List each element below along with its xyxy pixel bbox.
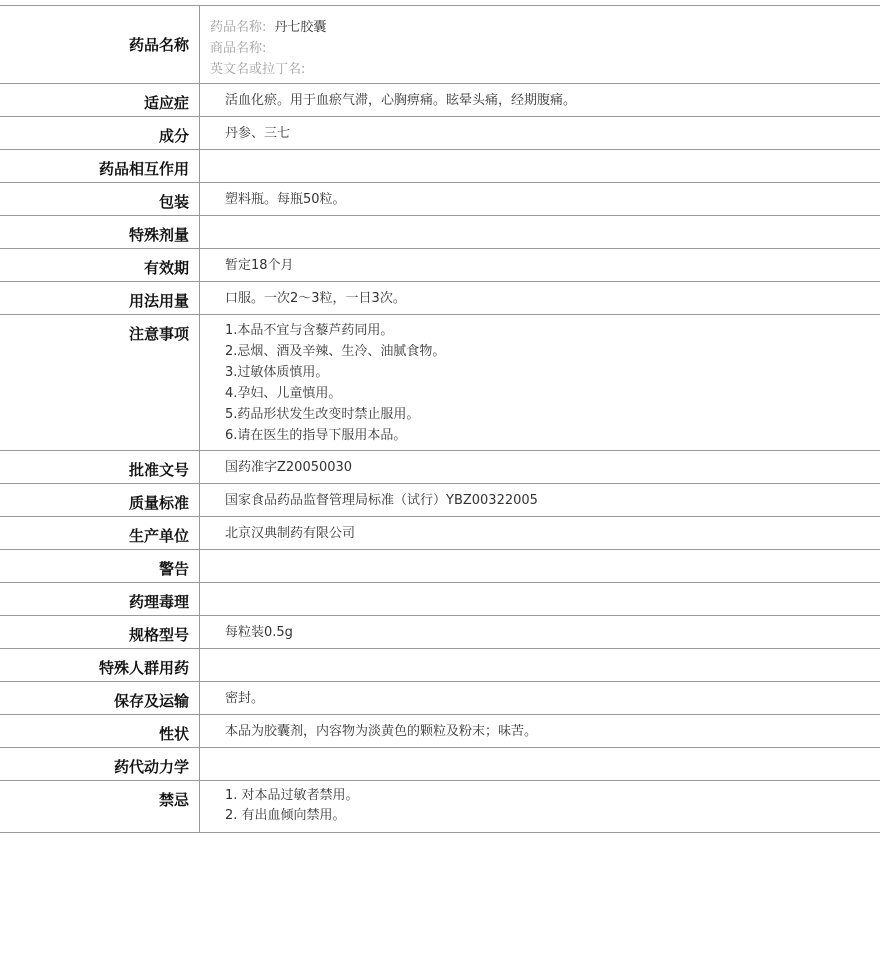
label-quality-standard: 质量标准	[0, 484, 200, 516]
precaution-item: 1.本品不宜与含藜芦药同用。	[225, 323, 394, 338]
value-drug-name	[200, 6, 880, 83]
label-pharmacokinetics: 药代动力学	[0, 748, 200, 780]
precaution-item: 3.过敏体质慎用。	[225, 365, 329, 380]
row-pharmacokinetics	[0, 748, 880, 781]
generic-name-key: 药品名称:	[210, 20, 267, 35]
value-quality-standard: 国家食品药品监督管理局标准（试行）YBZ00322005	[225, 493, 538, 508]
row-quality-standard	[0, 484, 880, 517]
label-special-dosage: 特殊剂量	[0, 216, 200, 248]
generic-name-value: 丹七胶囊	[274, 20, 327, 35]
value-usage: 口服。一次2～3粒，一日3次。	[225, 291, 406, 306]
precaution-item: 5.药品形状发生改变时禁止服用。	[225, 407, 420, 422]
row-ingredients	[0, 117, 880, 150]
contraindication-item: 1. 对本品过敏者禁用。	[225, 788, 359, 803]
drug-spec-table	[0, 5, 880, 833]
value-manufacturer: 北京汉典制药有限公司	[225, 526, 356, 541]
value-contraindications	[200, 781, 880, 832]
row-specification	[0, 616, 880, 649]
label-appearance: 性状	[0, 715, 200, 747]
precaution-item: 6.请在医生的指导下服用本品。	[225, 428, 407, 443]
precaution-item: 4.孕妇、儿童慎用。	[225, 386, 342, 401]
label-shelf-life: 有效期	[0, 249, 200, 281]
row-drug-name	[0, 6, 880, 84]
label-packaging: 包装	[0, 183, 200, 215]
value-storage: 密封。	[225, 691, 265, 706]
english-name-key: 英文名或拉丁名:	[210, 62, 306, 77]
row-usage	[0, 282, 880, 315]
label-special-population: 特殊人群用药	[0, 649, 200, 681]
label-precautions: 注意事项	[0, 315, 200, 450]
row-shelf-life	[0, 249, 880, 282]
row-precautions	[0, 315, 880, 451]
label-interactions: 药品相互作用	[0, 150, 200, 182]
generic-name-line	[210, 17, 880, 38]
trade-name-line	[210, 38, 880, 59]
label-ingredients: 成分	[0, 117, 200, 149]
contraindication-item: 2. 有出血倾向禁用。	[225, 808, 346, 823]
english-name-line	[210, 59, 880, 80]
trade-name-key: 商品名称:	[210, 41, 267, 56]
precaution-item: 2.忌烟、酒及辛辣、生冷、油腻食物。	[225, 344, 446, 359]
row-contraindications	[0, 781, 880, 833]
label-toxicology: 药理毒理	[0, 583, 200, 615]
label-specification: 规格型号	[0, 616, 200, 648]
value-ingredients: 丹参、三七	[225, 126, 291, 141]
row-special-population	[0, 649, 880, 682]
label-warning: 警告	[0, 550, 200, 582]
label-approval-number: 批准文号	[0, 451, 200, 483]
row-interactions	[0, 150, 880, 183]
row-storage	[0, 682, 880, 715]
value-precautions	[200, 315, 880, 450]
row-manufacturer	[0, 517, 880, 550]
label-storage: 保存及运输	[0, 682, 200, 714]
label-contraindications: 禁忌	[0, 781, 200, 832]
value-packaging: 塑料瓶。每瓶50粒。	[225, 192, 346, 207]
value-shelf-life: 暂定18个月	[225, 258, 294, 273]
label-indications: 适应症	[0, 84, 200, 116]
label-manufacturer: 生产单位	[0, 517, 200, 549]
row-appearance	[0, 715, 880, 748]
row-warning	[0, 550, 880, 583]
row-approval-number	[0, 451, 880, 484]
row-toxicology	[0, 583, 880, 616]
value-specification: 每粒装0.5g	[225, 625, 293, 640]
value-approval-number: 国药准字Z20050030	[225, 460, 353, 475]
row-packaging	[0, 183, 880, 216]
row-special-dosage	[0, 216, 880, 249]
value-indications: 活血化瘀。用于血瘀气滞，心胸痹痛。眩晕头痛，经期腹痛。	[225, 93, 577, 108]
label-drug-name: 药品名称	[0, 6, 200, 83]
label-usage: 用法用量	[0, 282, 200, 314]
value-appearance: 本品为胶囊剂，内容物为淡黄色的颗粒及粉末；味苦。	[225, 724, 538, 739]
row-indications	[0, 84, 880, 117]
